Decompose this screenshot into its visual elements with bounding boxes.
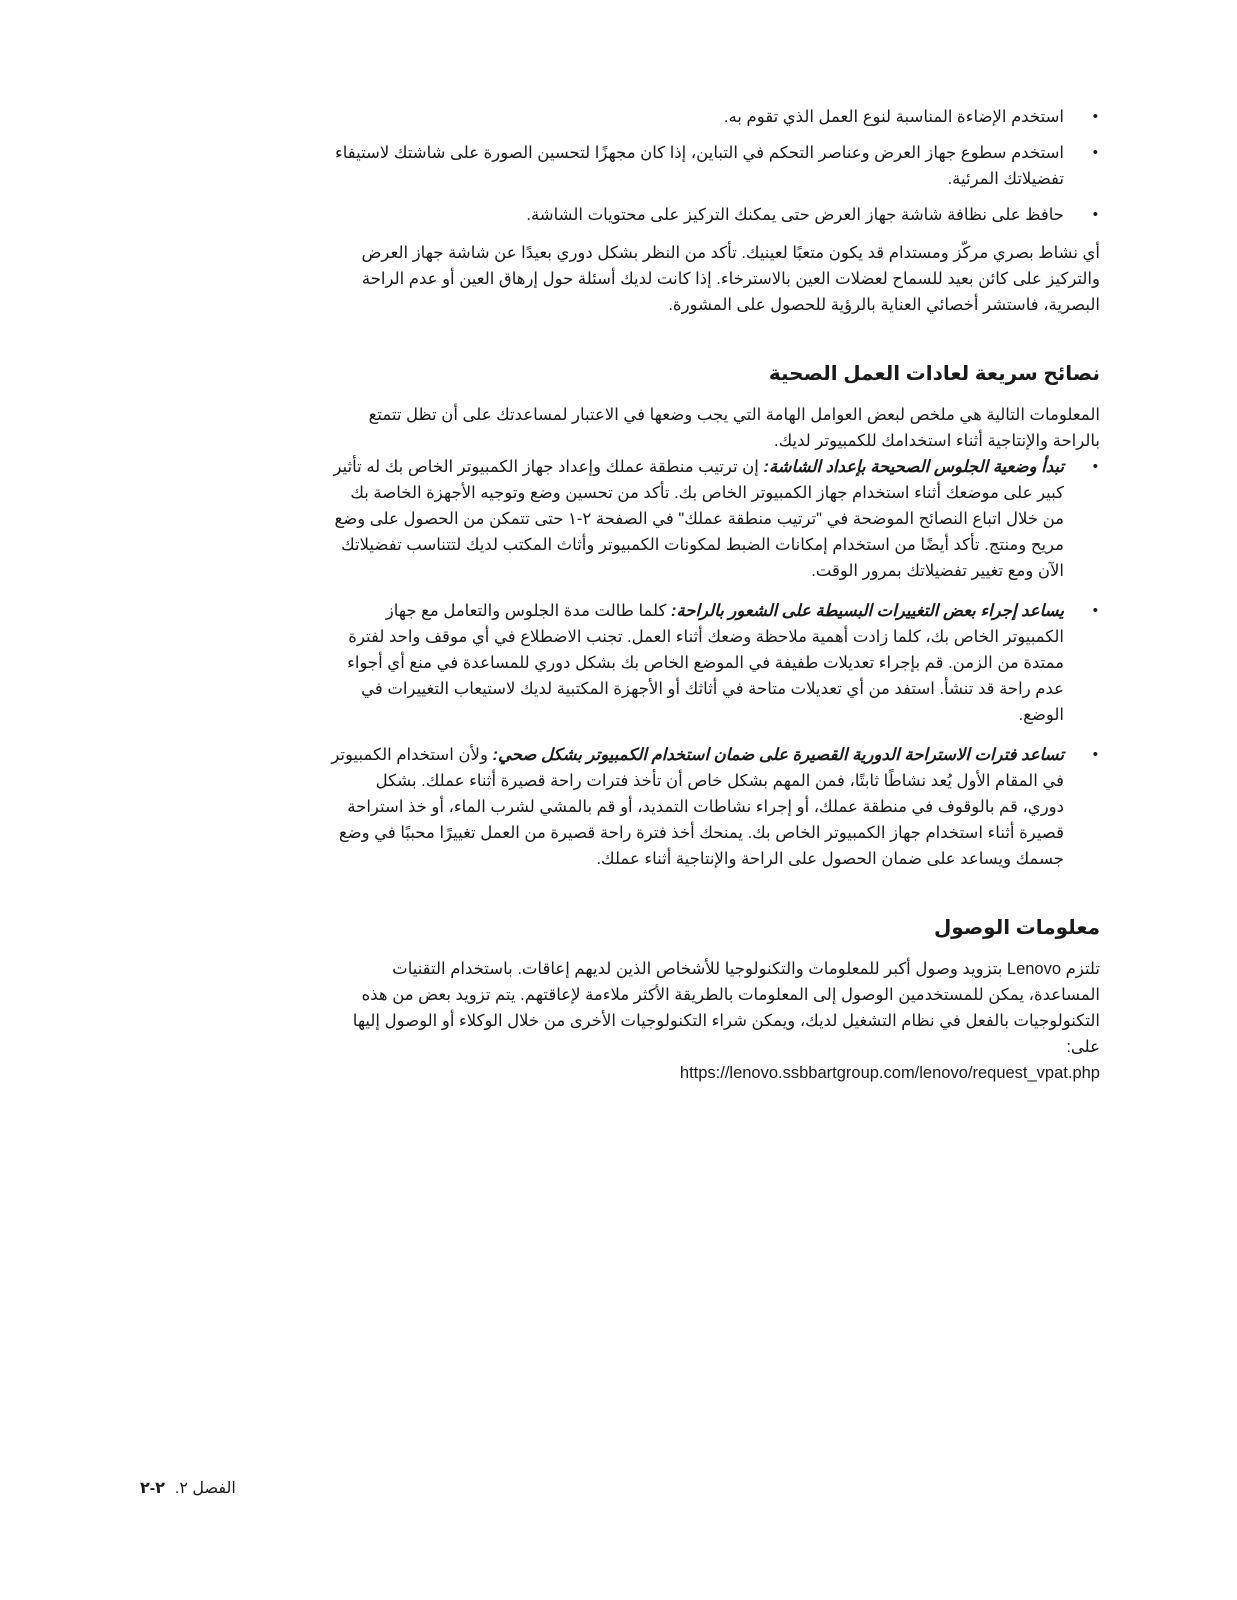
bullet-body-text: كلما طالت مدة الجلوس والتعامل مع جهاز الكمبيوتر الخاص بك، كلما زادت أهمية ملاحظة وضعك أثناء العمل. تجنب الاضطلاع في أي موقف واحد لفترة ممتدة من الزمن. قم بإجراء تعديلات طفيفة في الموضع الخاص بك بشكل دوري للمساعدة في منع أي أجواء عدم راحة قد تنشأ. استفد من أي تعديلات متاحة في أثاثك أو الأجهزة المكتبية لديك لاستيعاب التغييرات في الوضع. [347, 602, 1064, 724]
accessibility-text: تلتزم Lenovo بتزويد وصول أكبر للمعلومات والتكنولوجيا للأشخاص الذين لديهم إعاقات. باستخدام التقنيات المساعدة، يمكن للمستخدمين الوصول إلى المعلومات بالطريقة الأكثر ملاءمة لإعاقتهم. يتم تزويد بعض من هذه التكنولوجيات بالفعل في نظام التشغيل لديك، ويمكن شراء التكنولوجيات الأخرى من خلال الوكلاء أو الوصول إليها على: [352, 960, 1100, 1056]
tips-intro-paragraph: المعلومات التالية هي ملخص لبعض العوامل الهامة التي يجب وضعها في الاعتبار لمساعدتك على أن تظل تتمتع بالراحة والإنتاجية أثناء استخدامك للكمبيوتر لديك. [368, 406, 1100, 450]
list-item: • استخدم الإضاءة المناسبة لنوع العمل الذي تقوم به. [330, 104, 1100, 130]
vpat-url-link[interactable]: https://lenovo.ssbbartgroup.com/lenovo/request_vpat.php [679, 1064, 1100, 1082]
list-item: • حافظ على نظافة شاشة جهاز العرض حتى يمكنك التركيز على محتويات الشاشة. [330, 202, 1100, 228]
list-item: • استخدم سطوع جهاز العرض وعناصر التحكم في التباين، إذا كان مجهزًا لتحسين الصورة على شاشتك لاستيفاء تفضيلاتك المرئية. [330, 140, 1100, 192]
list-item [330, 598, 1100, 728]
bullet-lead-text: تساعد فترات الاستراحة الدورية القصيرة على ضمان استخدام الكمبيوتر بشكل صحي: [492, 746, 1064, 764]
page-footer [140, 1478, 236, 1498]
footer-chapter: الفصل ٢. [174, 1480, 236, 1497]
intro-bullet-list [330, 104, 1100, 228]
eye-fatigue-paragraph: أي نشاط بصري مركّز ومستدام قد يكون متعبًا لعينيك. تأكد من النظر بشكل دوري بعيدًا عن شاشة جهاز العرض والتركيز على كائن بعيد للسماح لعضلات العين بالاسترخاء. إذا كانت لديك أسئلة حول إرهاق العين أو عدم الراحة البصرية، فاستشر أخصائي العناية بالرؤية للحصول على المشورة. [361, 244, 1100, 314]
section-heading-accessibility: معلومات الوصول [933, 917, 1100, 939]
bullet-lead-text: تبدأ وضعية الجلوس الصحيحة بإعداد الشاشة: [763, 458, 1064, 476]
bullet-body-text: إن ترتيب منطقة عملك وإعداد جهاز الكمبيوتر الخاص بك له تأثير كبير على موضعك أثناء استخدام جهاز الكمبيوتر الخاص بك. تأكد من تحسين وضع وتوجيه الأجهزة الخاصة بك من خلال اتباع النصائح الموضحة في "ترتيب منطقة عملك" في الصفحة ٢-١ حتى تتمكن من الحصول على وضع مريح ومنتج. تأكد أيضًا من استخدام إمكانات الضبط لمكونات الكمبيوتر وأثاث المكتب لديك لتتناسب تفضيلاتك الآن ومع تغيير تفضيلاتك بمرور الوقت. [333, 458, 1064, 580]
page-number: ٢-٢ [140, 1480, 165, 1497]
bullet-lead-text: يساعد إجراء بعض التغييرات البسيطة على الشعور بالراحة: [670, 602, 1064, 620]
tips-bullet-list [330, 454, 1100, 872]
list-item [330, 454, 1100, 584]
document-body [330, 104, 1100, 1086]
bullet-body-text: ولأن استخدام الكمبيوتر في المقام الأول يُعد نشاطًا ثابتًا، فمن المهم بشكل خاص أن تأخذ فترات راحة قصيرة أثناء عملك. بشكل دوري، قم بالوقوف في منطقة عملك، أو إجراء نشاطات التمديد، أو قم بالمشي لشرب الماء، أو خذ استراحة قصيرة أثناء استخدام جهاز الكمبيوتر الخاص بك. يمنحك أخذ فترة راحة قصيرة من العمل تغييرًا محببًا في وضع جسمك ويساعد على ضمان الحصول على الراحة والإنتاجية أثناء عملك. [331, 746, 1064, 868]
list-item [330, 742, 1100, 872]
section-heading-tips: نصائح سريعة لعادات العمل الصحية [768, 363, 1100, 385]
accessibility-paragraph [330, 956, 1100, 1086]
